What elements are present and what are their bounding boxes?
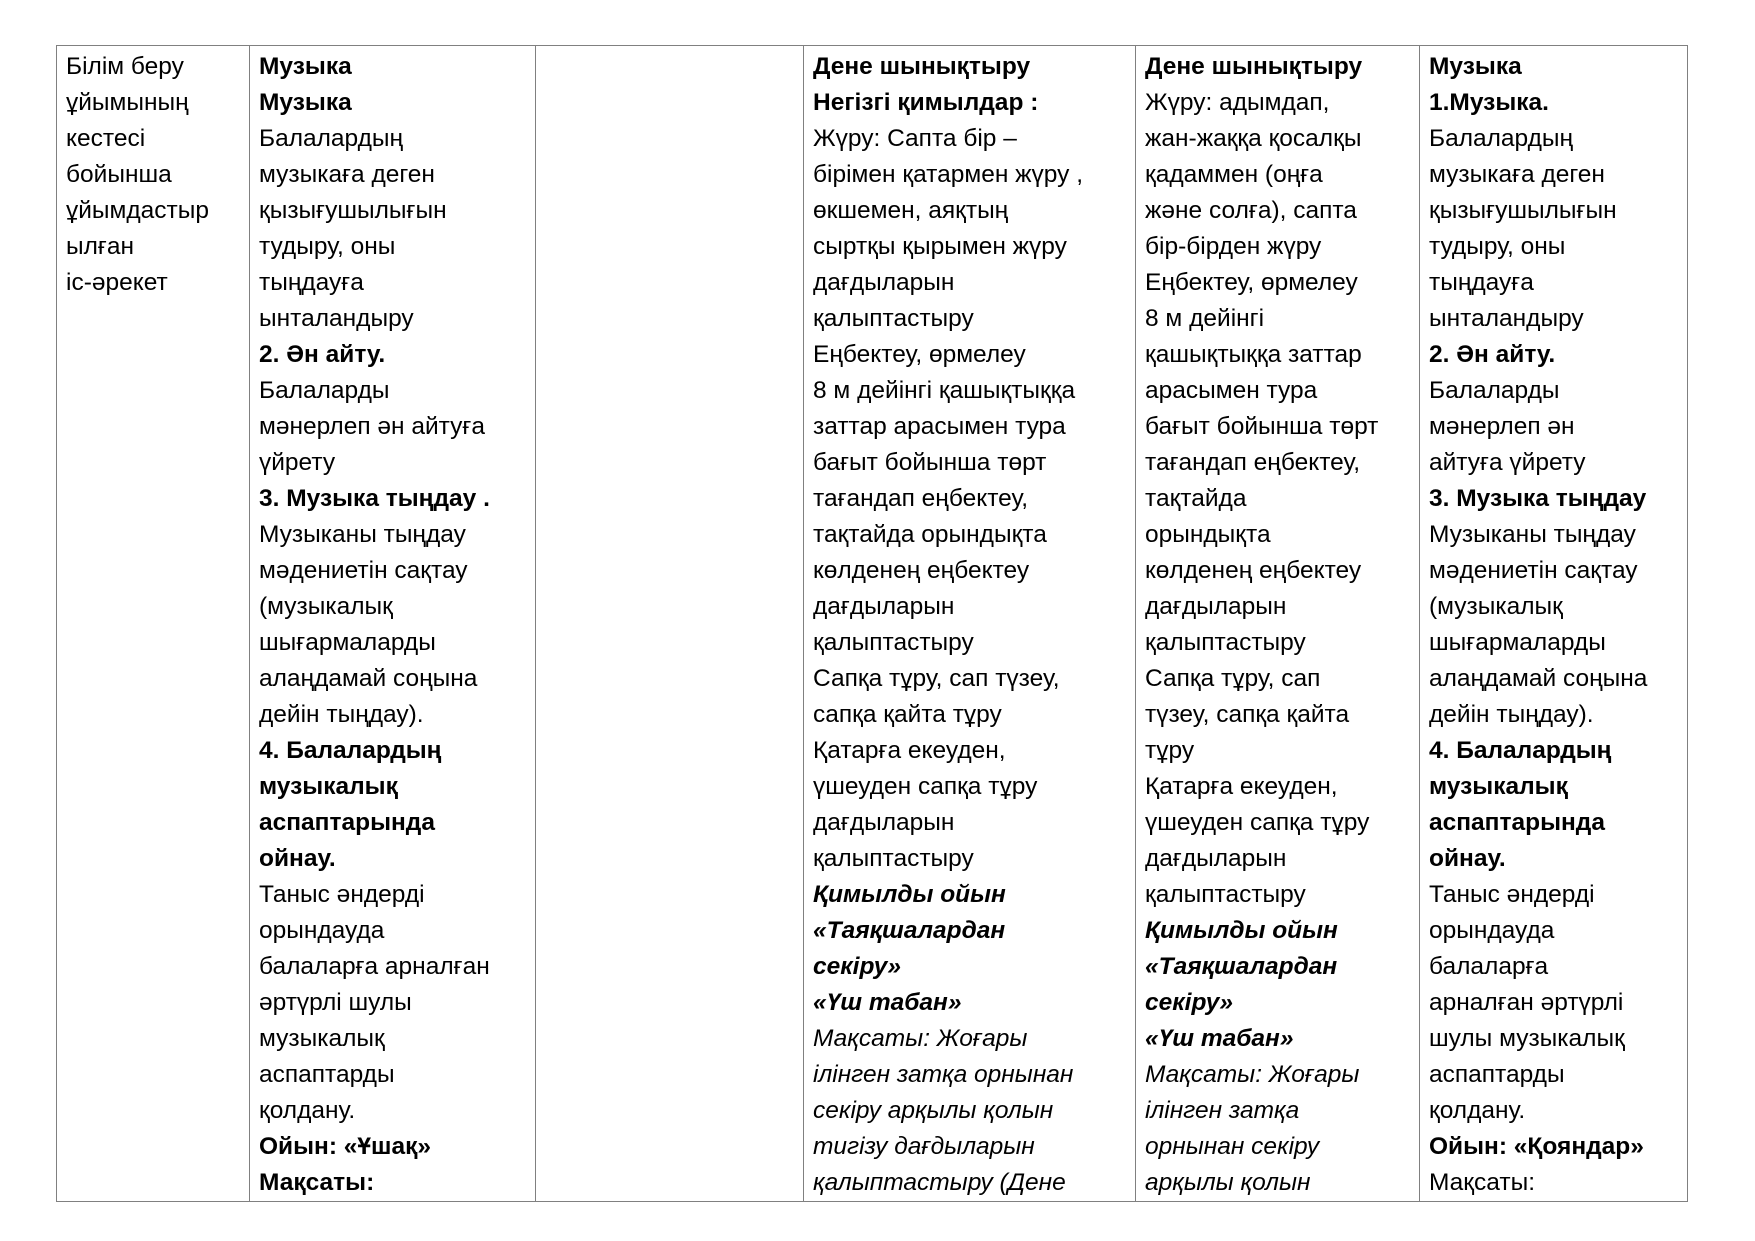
cell-text-line: Балалардың (1429, 125, 1574, 152)
cell-text-line: әртүрлі шулы (259, 989, 412, 1016)
cell-text-line: дағдыларын (813, 809, 955, 836)
cell-text-line: қашықтыққа заттар (1145, 341, 1362, 368)
cell-text-line: тудыру, оны (259, 233, 396, 260)
cell-text-line: ұйымдастыр (66, 197, 210, 224)
cell-text-line: 2. Ән айту. (259, 341, 386, 368)
cell-text-line: Балалардың (259, 125, 404, 152)
cell-text-line: қадаммен (оңға (1145, 161, 1323, 188)
cell-text-line: ойнау. (259, 845, 336, 872)
cell-text-line: орындықта (1145, 521, 1271, 548)
cell-text-line: Негізгі қимылдар : (813, 89, 1039, 116)
cell-text-line: сыртқы қырымен жүру (813, 233, 1067, 260)
cell-text-line: музыкалық (1429, 773, 1568, 800)
cell-text-line: өкшемен, аяқтың (813, 197, 1009, 224)
cell-text-line: секіру» (1145, 989, 1234, 1016)
cell-text-line: тақтайда орындықта (813, 521, 1047, 548)
cell-text-line: ылған (66, 233, 134, 260)
cell-text-line: балаларға (1429, 953, 1549, 980)
cell-text-line: дағдыларын (813, 269, 955, 296)
cell-text-line: мәнерлеп ән (1429, 413, 1575, 440)
cell-text-line: қалыптастыру (1145, 629, 1306, 656)
cell-text-line: мәдениетін сақтау (259, 557, 468, 584)
cell-text-line: Музыка (259, 53, 352, 80)
cell-text-line: 4. Балалардың (1429, 737, 1612, 764)
cell-text-line: секіру» (813, 953, 902, 980)
cell-text-line: Мақсаты: (259, 1169, 375, 1196)
cell-text-line: арқылы қолын (1145, 1169, 1311, 1196)
cell-text-line: алаңдамай соңына (1429, 665, 1648, 692)
empty-cell (536, 46, 804, 1202)
cell-text-line: бағыт бойынша төрт (1145, 413, 1379, 440)
cell-text-line: Жүру: адымдап, (1145, 89, 1330, 116)
cell-text-line: тақтайда (1145, 485, 1247, 512)
cell-text-line: Қимылды ойын (813, 881, 1006, 908)
row-label-cell (57, 46, 250, 1202)
cell-text-line: арасымен тура (1145, 377, 1318, 404)
cell-text-line: Таныс әндерді (259, 881, 425, 908)
cell-text-line: «Үш табан» (813, 989, 962, 1016)
cell-text-line: 3. Музыка тыңдау . (259, 485, 490, 512)
cell-text-line: қалыптастыру (813, 629, 974, 656)
cell-text-line: Сапқа тұру, сап түзеу, (813, 665, 1060, 692)
cell-text-line: музыкаға деген (259, 161, 435, 188)
cell-text-line: бірімен қатармен жүру , (813, 161, 1084, 188)
cell-text-line: дейін тыңдау). (259, 701, 424, 728)
cell-text-line: үшеуден сапқа тұру (813, 773, 1038, 800)
cell-text-line: тудыру, оны (1429, 233, 1566, 260)
cell-text-line: 2. Ән айту. (1429, 341, 1556, 368)
cell-text-line: тыңдауға (259, 269, 364, 296)
cell-text-line: қызығушылығын (1429, 197, 1617, 224)
physical-education-cell-2 (1136, 46, 1420, 1202)
cell-text-line: Таныс әндерді (1429, 881, 1595, 908)
cell-text-line: «Таяқшалардан (1145, 953, 1338, 980)
cell-text-line: Мақсаты: Жоғары (813, 1025, 1028, 1052)
cell-text-line: ілінген затқа (1145, 1097, 1300, 1124)
cell-text-line: Дене шынықтыру (1145, 53, 1363, 80)
cell-text-line: Музыка (1429, 53, 1522, 80)
cell-text-line: түзеу, сапқа қайта (1145, 701, 1350, 728)
cell-text-line: шығармаларды (1429, 629, 1606, 656)
cell-text-line: ойнау. (1429, 845, 1506, 872)
cell-text-line: Жүру: Сапта бір – (813, 125, 1017, 152)
cell-text-line: және солға), сапта (1145, 197, 1357, 224)
cell-text-line: қолдану. (1429, 1097, 1526, 1124)
cell-text-line: шулы музыкалық (1429, 1025, 1625, 1052)
cell-text-line: дағдыларын (813, 593, 955, 620)
cell-text-line: Ойын: «Қояндар» (1429, 1133, 1644, 1160)
cell-text-line: орындауда (259, 917, 385, 944)
physical-education-cell (804, 46, 1136, 1202)
cell-text-line: Музыканы тыңдау (1429, 521, 1636, 548)
cell-text-line: (музыкалық (1429, 593, 1563, 620)
cell-text-line: Балаларды (259, 377, 390, 404)
cell-text-line: аспаптарды (259, 1061, 395, 1088)
cell-text-line: музыкалық (259, 773, 398, 800)
cell-text-line: көлденең еңбектеу (813, 557, 1030, 584)
cell-text-line: үйрету (259, 449, 336, 476)
music-cell-2 (1420, 46, 1688, 1202)
cell-text-line: ілінген затқа орнынан (813, 1061, 1074, 1088)
cell-text-line: орындауда (1429, 917, 1555, 944)
cell-text-line: Білім беру (66, 53, 184, 80)
cell-text-line: ынталандыру (1429, 305, 1584, 332)
cell-text-line: қалыптастыру (1145, 881, 1306, 908)
cell-text-line: бағыт бойынша төрт (813, 449, 1047, 476)
music-cell (250, 46, 536, 1202)
cell-text-line: бір-бірден жүру (1145, 233, 1322, 260)
cell-text-line: секіру арқылы қолын (813, 1097, 1054, 1124)
cell-text-line: сапқа қайта тұру (813, 701, 1002, 728)
cell-text-line: ұйымының (66, 89, 189, 116)
cell-text-line: қалыптастыру (Дене (813, 1169, 1066, 1196)
cell-text-line: «Үш табан» (1145, 1025, 1294, 1052)
cell-text-line: кестесі (66, 125, 146, 152)
cell-text-line: 3. Музыка тыңдау (1429, 485, 1647, 512)
plan-table (56, 45, 1688, 1202)
cell-text-line: Сапқа тұру, сап (1145, 665, 1321, 692)
cell-text-line: Музыка (259, 89, 352, 116)
cell-text-line: алаңдамай соңына (259, 665, 478, 692)
cell-text-line: арналған әртүрлі (1429, 989, 1624, 1016)
cell-text-line: (музыкалық (259, 593, 393, 620)
cell-text-line: дейін тыңдау). (1429, 701, 1594, 728)
cell-text-line: тағандап еңбектеу, (1145, 449, 1361, 476)
cell-text-line: дағдыларын (1145, 593, 1287, 620)
cell-text-line: Қатарға екеуден, (1145, 773, 1338, 800)
cell-text-line: дағдыларын (1145, 845, 1287, 872)
cell-text-line: «Таяқшалардан (813, 917, 1006, 944)
cell-text-line: Ойын: «Ұшақ» (259, 1133, 431, 1160)
cell-text-line: шығармаларды (259, 629, 436, 656)
cell-text-line: Еңбектеу, өрмелеу (1145, 269, 1358, 296)
cell-text-line: Музыканы тыңдау (259, 521, 466, 548)
cell-text-line: ынталандыру (259, 305, 414, 332)
cell-text-line: Еңбектеу, өрмелеу (813, 341, 1026, 368)
cell-text-line: 1.Музыка. (1429, 89, 1549, 116)
cell-text-line: қалыптастыру (813, 845, 974, 872)
cell-text-line: музыкалық (259, 1025, 385, 1052)
cell-text-line: 8 м дейінгі қашықтыққа (813, 377, 1076, 404)
cell-text-line: қолдану. (259, 1097, 356, 1124)
cell-text-line: аспаптарында (259, 809, 435, 836)
cell-text-line: қызығушылығын (259, 197, 447, 224)
cell-text-line: тағандап еңбектеу, (813, 485, 1029, 512)
cell-text-line: Қатарға екеуден, (813, 737, 1006, 764)
cell-text-line: іс-әрекет (66, 269, 168, 296)
cell-text-line: 8 м дейінгі (1145, 305, 1265, 332)
cell-text-line: үшеуден сапқа тұру (1145, 809, 1370, 836)
cell-text-line: көлденең еңбектеу (1145, 557, 1362, 584)
cell-text-line: Мақсаты: Жоғары (1145, 1061, 1360, 1088)
cell-text-line: мәнерлеп ән айтуға (259, 413, 485, 440)
cell-text-line: 4. Балалардың (259, 737, 442, 764)
cell-text-line: Балаларды (1429, 377, 1560, 404)
cell-text-line: музыкаға деген (1429, 161, 1605, 188)
cell-text-line: мәдениетін сақтау (1429, 557, 1638, 584)
cell-text-line: бойынша (66, 161, 172, 188)
cell-text-line: Дене шынықтыру (813, 53, 1031, 80)
cell-text-line: орнынан секіру (1145, 1133, 1320, 1160)
cell-text-line: тигізу дағдыларын (813, 1133, 1035, 1160)
cell-text-line: жан-жаққа қосалқы (1145, 125, 1362, 152)
cell-text-line: тыңдауға (1429, 269, 1534, 296)
table-row (57, 46, 1688, 1202)
cell-text-line: Мақсаты: (1429, 1169, 1536, 1196)
cell-text-line: айтуға үйрету (1429, 449, 1586, 476)
cell-text-line: қалыптастыру (813, 305, 974, 332)
cell-text-line: заттар арасымен тура (813, 413, 1066, 440)
cell-text-line: аспаптарында (1429, 809, 1605, 836)
cell-text-line: тұру (1145, 737, 1195, 764)
cell-text-line: Қимылды ойын (1145, 917, 1338, 944)
cell-text-line: балаларға арналған (259, 953, 490, 980)
cell-text-line: аспаптарды (1429, 1061, 1565, 1088)
